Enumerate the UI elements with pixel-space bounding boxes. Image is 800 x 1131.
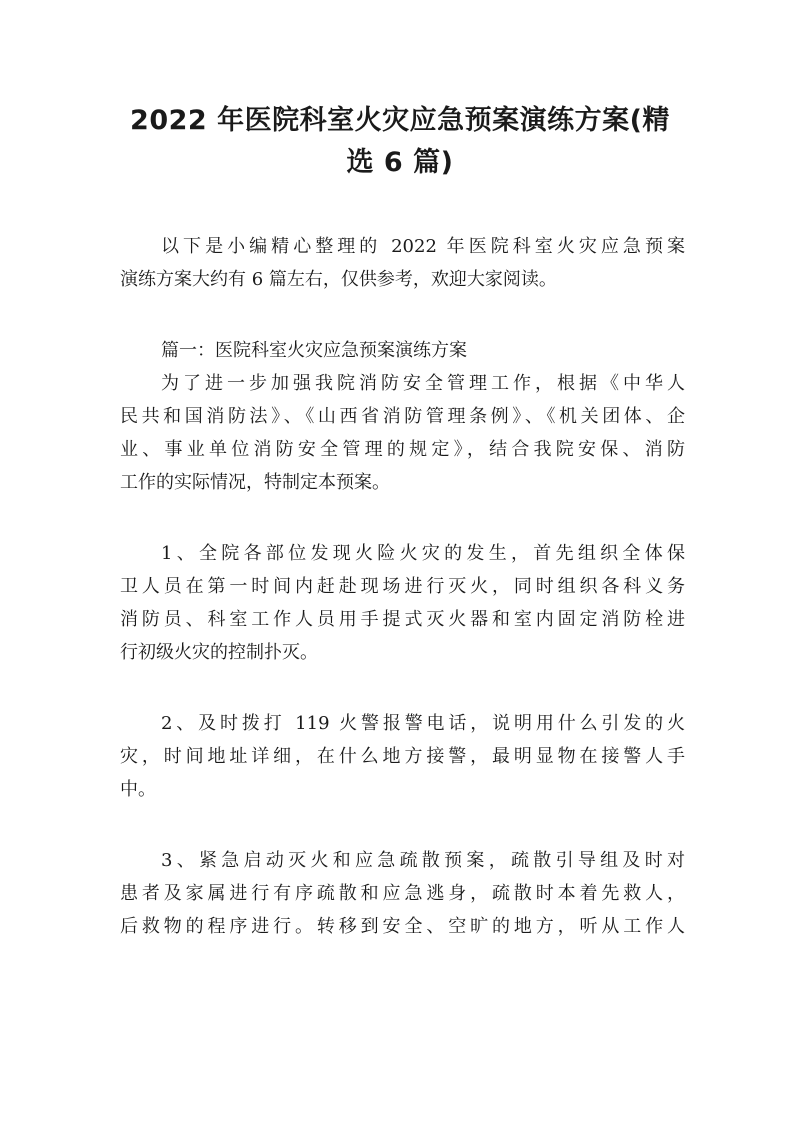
title-line: 2022 年医院科室火灾应急预案演练方案(精 xyxy=(130,105,670,136)
paragraph-line: 卫人员在第一时间内赶赴现场进行灭火，同时组织各科义务 xyxy=(120,576,685,597)
paragraph-gap xyxy=(120,499,685,537)
paragraph-line: 中。 xyxy=(120,779,156,800)
intro-paragraph xyxy=(120,230,685,296)
paragraph-gap xyxy=(120,669,685,707)
paragraph-line: 为了进一步加强我院消防安全管理工作，根据《中华人 xyxy=(161,373,685,394)
section-heading: 篇一：医院科室火灾应急预案演练方案 xyxy=(161,340,467,361)
paragraph-line: 后救物的程序进行。转移到安全、空旷的地方，听从工作人 xyxy=(120,916,685,937)
list-item-1 xyxy=(120,537,685,669)
paragraph-line: 灾，时间地址详细，在什么地方接警，最明显物在接警人手 xyxy=(120,746,685,767)
paragraph-line: 工作的实际情况，特制定本预案。 xyxy=(120,472,390,493)
paragraph-line: 2、及时拨打 119 火警报警电话，说明用什么引发的火 xyxy=(161,713,685,734)
paragraph-line: 消防员、科室工作人员用手提式灭火器和室内固定消防栓进 xyxy=(120,609,685,630)
document-body xyxy=(120,230,685,943)
document-title xyxy=(100,100,700,184)
paragraph-line: 民共和国消防法》、《山西省消防管理条例》、《机关团体、企 xyxy=(120,406,685,427)
paragraph-line: 演练方案大约有 6 篇左右，仅供参考，欢迎大家阅读。 xyxy=(120,269,557,290)
list-item-3 xyxy=(120,844,685,943)
paragraph-gap xyxy=(120,806,685,844)
paragraph-line: 患者及家属进行有序疏散和应急逃身，疏散时本着先救人， xyxy=(120,883,685,904)
section-one xyxy=(120,334,685,499)
paragraph-line: 以下是小编精心整理的 2022 年医院科室火灾应急预案 xyxy=(161,236,685,257)
paragraph-line: 1、全院各部位发现火险火灾的发生，首先组织全体保 xyxy=(161,543,685,564)
paragraph-line: 行初级火灾的控制扑灭。 xyxy=(120,642,318,663)
paragraph-gap xyxy=(120,296,685,334)
list-item-2 xyxy=(120,707,685,806)
paragraph-line: 业、事业单位消防安全管理的规定》，结合我院安保、消防 xyxy=(120,439,685,460)
title-line: 选 6 篇) xyxy=(346,147,454,178)
paragraph-line: 3、紧急启动灭火和应急疏散预案，疏散引导组及时对 xyxy=(161,850,685,871)
